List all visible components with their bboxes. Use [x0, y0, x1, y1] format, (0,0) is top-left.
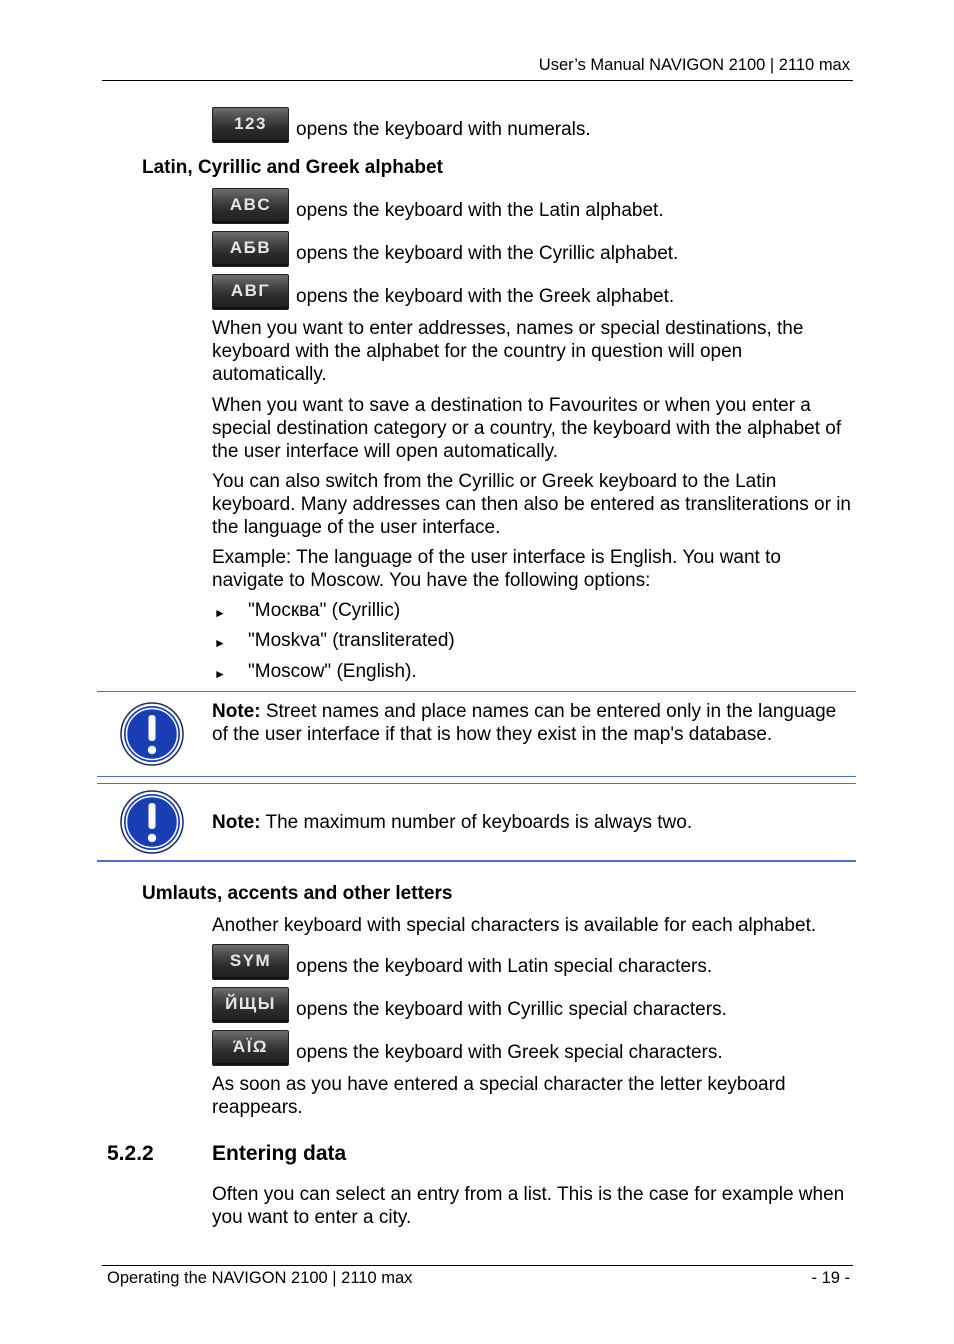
note-text — [212, 811, 842, 834]
latin-special-key-icon: SYM — [212, 944, 289, 980]
paragraph: When you want to enter addresses, names or special destinations, the keyboard with the alphabet for the country in question will open automatically. — [212, 318, 804, 385]
list-item: "Москва" (Cyrillic) — [248, 600, 401, 621]
section-number: 5.2.2 — [107, 1142, 154, 1165]
key-description: opens the keyboard with the Latin alphabet. — [296, 200, 664, 221]
note-rule — [97, 860, 856, 862]
exclamation-icon — [120, 790, 184, 854]
latin-key-icon: ABC — [212, 188, 289, 224]
cyrillic-key-icon: АБВ — [212, 231, 289, 267]
key-description: opens the keyboard with Cyrillic special characters. — [296, 999, 727, 1020]
exclamation-icon — [120, 702, 184, 766]
note-rule — [97, 691, 856, 692]
note-rule — [97, 776, 856, 777]
subheading-alphabets: Latin, Cyrillic and Greek alphabet — [142, 157, 443, 178]
section-title: Entering data — [212, 1142, 347, 1165]
footer-left: Operating the NAVIGON 2100 | 2110 max — [107, 1269, 413, 1287]
note-rule — [97, 783, 856, 784]
bullet-arrow-icon: ► — [214, 606, 226, 620]
note-text — [212, 700, 842, 746]
greek-key-icon: ΑΒΓ — [212, 274, 289, 310]
bullet-arrow-icon: ► — [214, 636, 226, 650]
bullet-arrow-icon: ► — [214, 667, 226, 681]
running-header: User’s Manual NAVIGON 2100 | 2110 max — [538, 56, 850, 74]
key-description: opens the keyboard with the Cyrillic alphabet. — [296, 243, 679, 264]
key-description: opens the keyboard with Latin special characters. — [296, 956, 713, 977]
paragraph: Example: The language of the user interface is English. You want to navigate to Moscow. You have the following options: — [212, 547, 781, 591]
subheading-special-letters: Umlauts, accents and other letters — [142, 883, 453, 904]
header-rule — [102, 80, 853, 81]
key-description: opens the keyboard with Greek special characters. — [296, 1042, 723, 1063]
page-number: - 19 - — [811, 1269, 850, 1287]
paragraph: As soon as you have entered a special character the letter keyboard reappears. — [212, 1074, 786, 1118]
list-item: "Moskva" (transliterated) — [248, 630, 455, 651]
numerals-key-icon: 123 — [212, 107, 289, 143]
paragraph: Another keyboard with special characters is available for each alphabet. — [212, 915, 817, 936]
paragraph: You can also switch from the Cyrillic or Greek keyboard to the Latin keyboard. Many addresses can then also be entered as transliterations or in the language of the user interface. — [212, 471, 851, 538]
paragraph: Often you can select an entry from a list. This is the case for example when you want to enter a city. — [212, 1184, 845, 1228]
list-item: "Moscow" (English). — [248, 661, 417, 682]
note-label: Note: — [212, 812, 261, 833]
note-body: Street names and place names can be entered only in the language of the user interface if that is how they exist in the map's database. — [212, 701, 837, 745]
cyrillic-special-key-icon: ЙЩЫ — [212, 987, 289, 1023]
key-description: opens the keyboard with numerals. — [296, 119, 591, 140]
note-body: The maximum number of keyboards is always two. — [260, 812, 693, 833]
footer-rule — [102, 1265, 853, 1266]
key-description: opens the keyboard with the Greek alphabet. — [296, 286, 675, 307]
note-label: Note: — [212, 701, 261, 722]
paragraph: When you want to save a destination to Favourites or when you enter a special destination category or a country, the keyboard with the alphabet of the user interface will open automatically. — [212, 395, 842, 462]
greek-special-key-icon: ΆΪΩ — [212, 1030, 289, 1066]
